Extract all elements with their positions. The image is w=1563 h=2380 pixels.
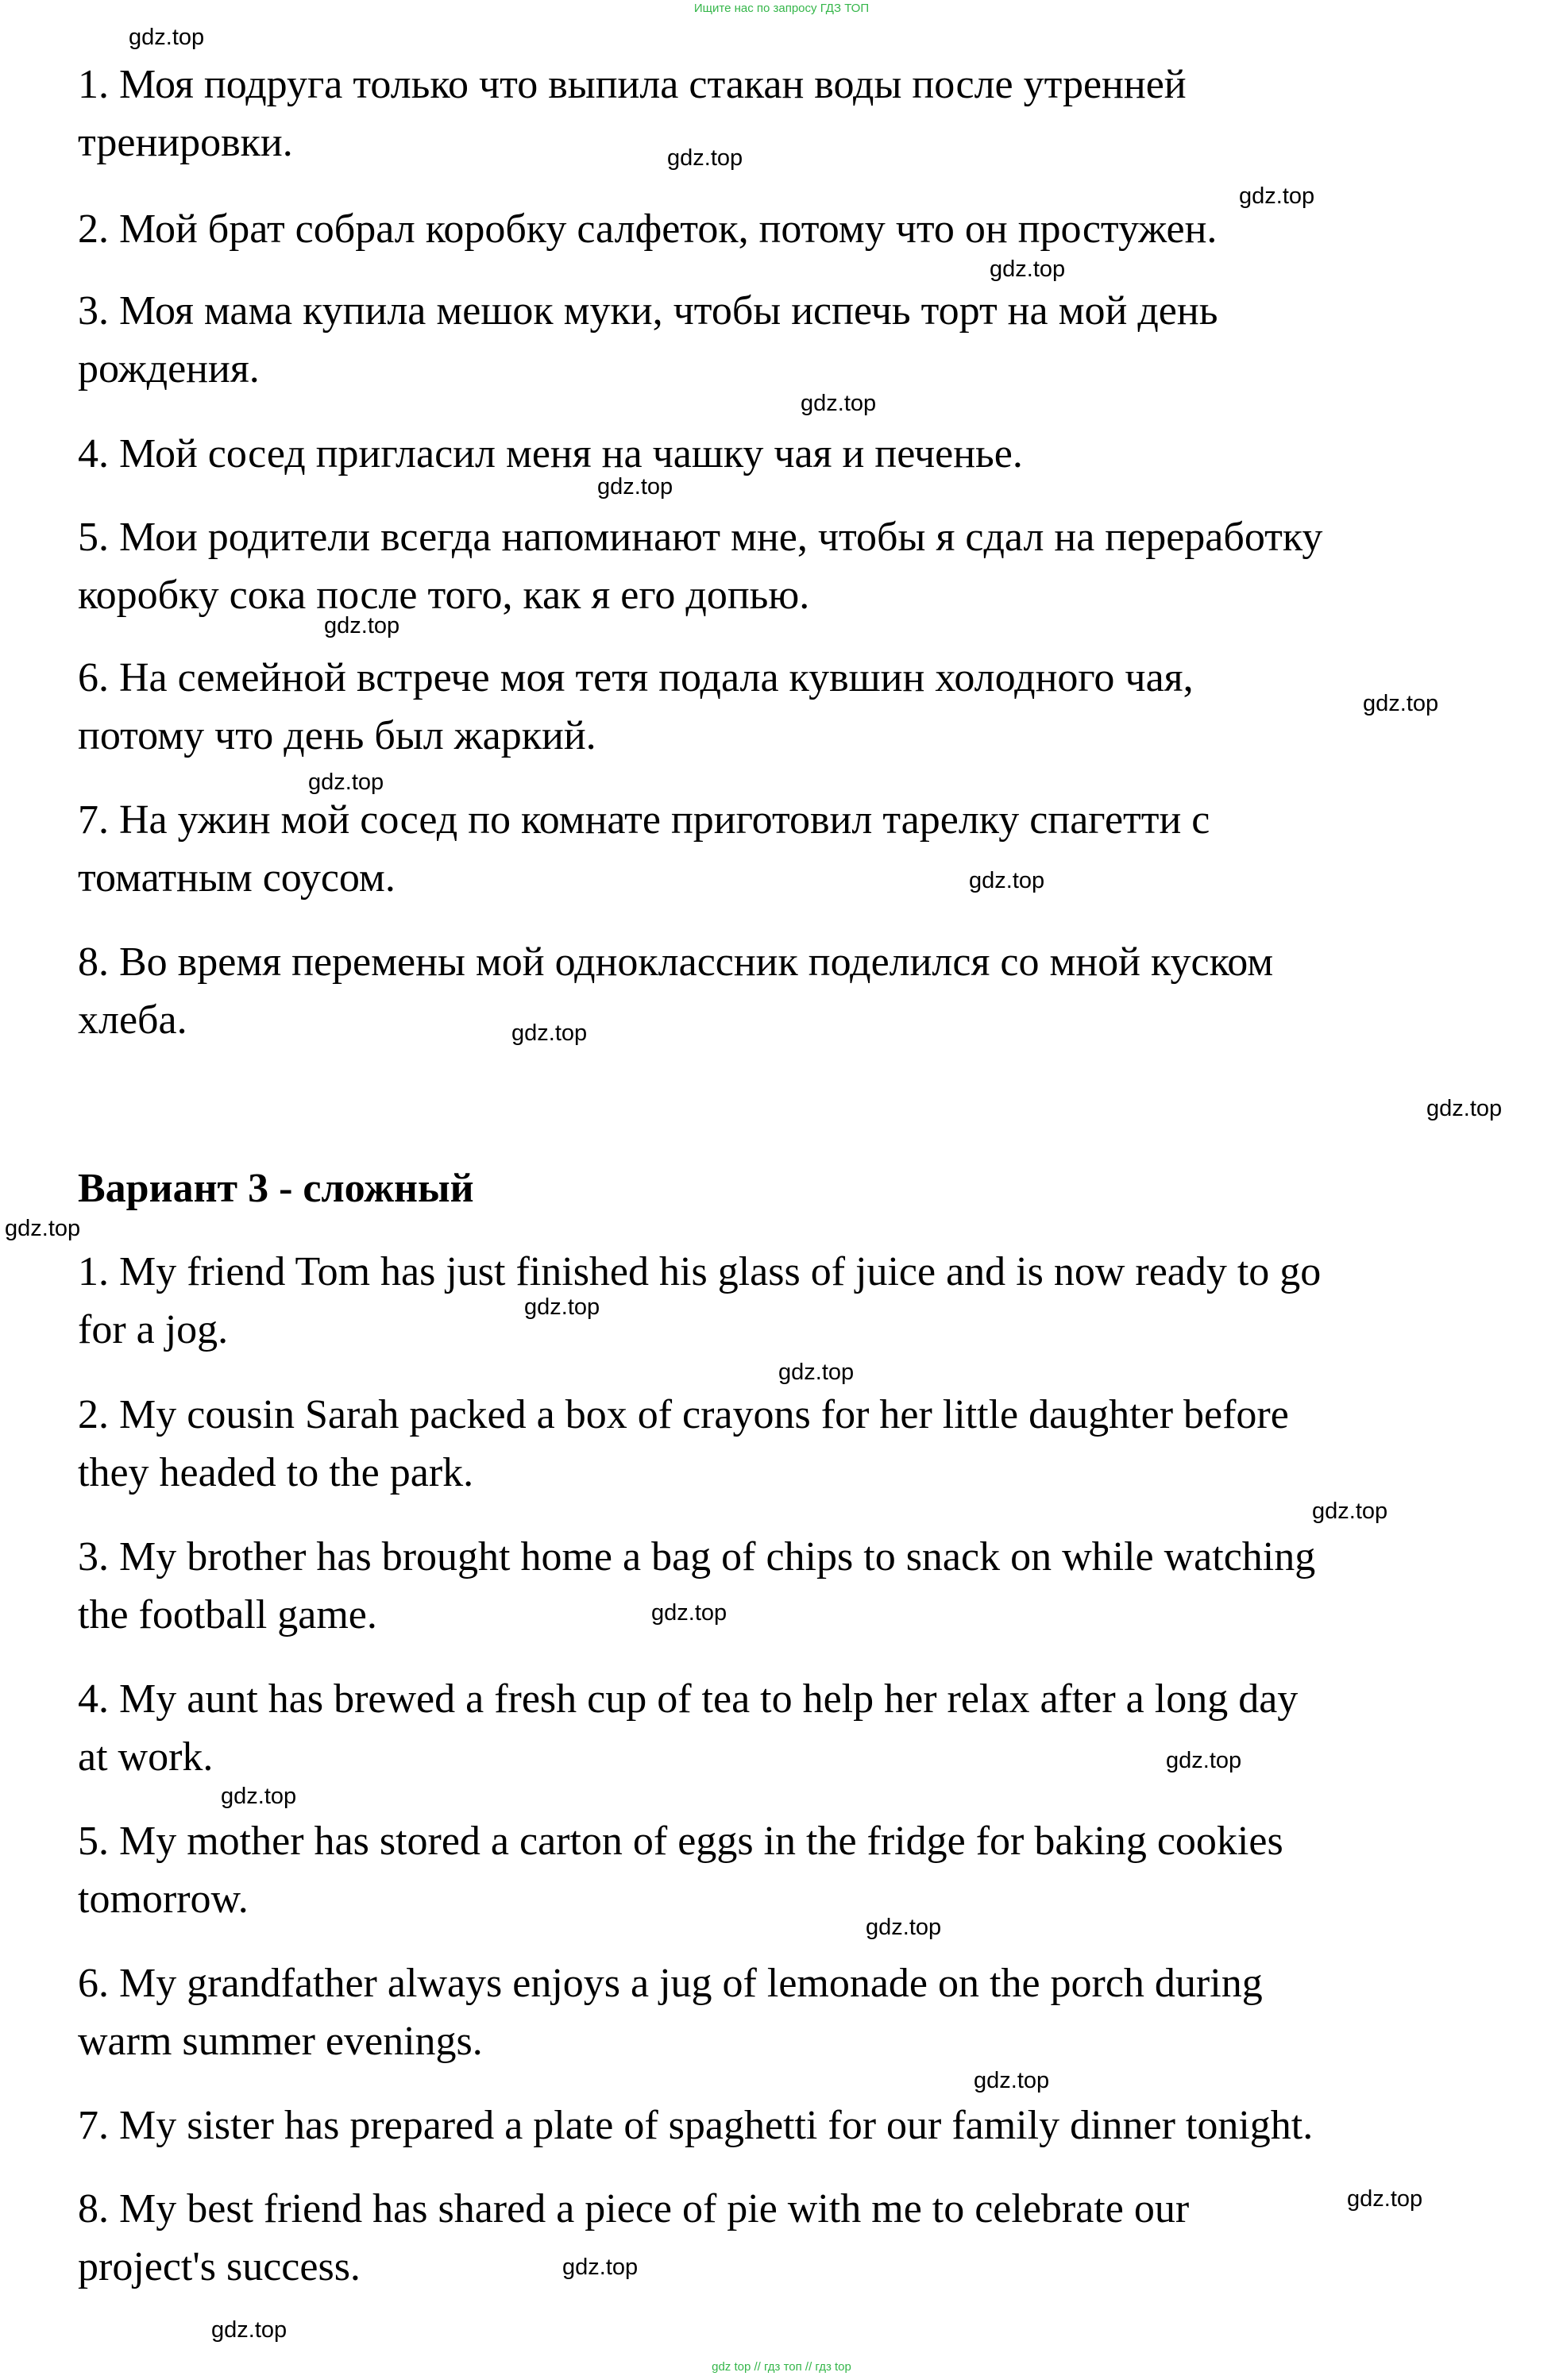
en-sentence-3: 3. My brother has brought home a bag of chips to snack on while watching the football game. [78,1534,1316,1637]
watermark: gdz.top [511,1020,588,1046]
watermark: gdz.top [597,474,673,500]
ru-sentence-7: 7. На ужин мой сосед по комнате приготовил тарелку спагетти с томатным соусом. [78,797,1210,901]
watermark: gdz.top [324,613,400,638]
watermark: gdz.top [1363,691,1439,716]
en-sentence-6: 6. My grandfather always enjoys a jug of lemonade on the porch during warm summer evenings. [78,1961,1263,2064]
ru-sentence-1: 1. Моя подруга только что выпила стакан воды после утренней тренировки. [78,62,1187,165]
watermark: gdz.top [651,1600,727,1626]
ru-sentence-4: 4. Мой сосед пригласил меня на чашку чая и печенье. [78,431,1023,476]
watermark: gdz.top [1347,2186,1423,2212]
watermark: gdz.top [969,868,1045,893]
watermark: gdz.top [129,25,205,50]
search-banner: Ищите нас по запросу ГДЗ ТОП [693,2,870,15]
watermark: gdz.top [562,2255,639,2280]
watermark: gdz.top [1239,183,1315,209]
ru-sentence-6: 6. На семейной встрече моя тетя подала кувшин холодного чая, потому что день был жаркий. [78,655,1194,758]
watermark: gdz.top [211,2317,288,2343]
watermark: gdz.top [1166,1748,1242,1773]
en-sentence-1: 1. My friend Tom has just finished his glass of juice and is now ready to go for a jog. [78,1249,1322,1352]
ru-sentence-5: 5. Мои родители всегда напоминают мне, чтобы я сдал на переработку коробку сока после того, как я его допью. [78,515,1323,618]
watermark: gdz.top [5,1216,81,1241]
en-sentence-8: 8. My best friend has shared a piece of pie with me to celebrate our project's success. [78,2186,1190,2289]
watermark: gdz.top [778,1360,855,1385]
watermark: gdz.top [1312,1499,1388,1524]
watermark: gdz.top [990,257,1066,282]
ru-sentence-3: 3. Моя мама купила мешок муки, чтобы испечь торт на мой день рождения. [78,288,1218,392]
watermark: gdz.top [866,1915,942,1940]
watermark: gdz.top [801,391,877,416]
watermark: gdz.top [974,2068,1050,2093]
watermark: gdz.top [1426,1096,1503,1121]
watermark: gdz.top [524,1294,600,1320]
en-sentence-4: 4. My aunt has brewed a fresh cup of tea to help her relax after a long day at work. [78,1676,1299,1780]
ru-sentence-8: 8. Во время перемены мой одноклассник поделился со мной куском хлеба. [78,939,1274,1043]
en-sentence-7: 7. My sister has prepared a plate of spaghetti for our family dinner tonight. [78,2103,1314,2148]
watermark: gdz.top [221,1784,297,1809]
watermark: gdz.top [308,770,384,795]
footer-watermark: gdz top // гдз топ // гдз top [712,2360,851,2374]
variant-heading: Вариант 3 - сложный [78,1166,474,1211]
watermark: gdz.top [667,145,743,171]
ru-sentence-2: 2. Мой брат собрал коробку салфеток, потому что он простужен. [78,206,1218,252]
en-sentence-2: 2. My cousin Sarah packed a box of crayons for her little daughter before they headed to the park. [78,1392,1289,1495]
en-sentence-5: 5. My mother has stored a carton of eggs in the fridge for baking cookies tomorrow. [78,1819,1283,1922]
